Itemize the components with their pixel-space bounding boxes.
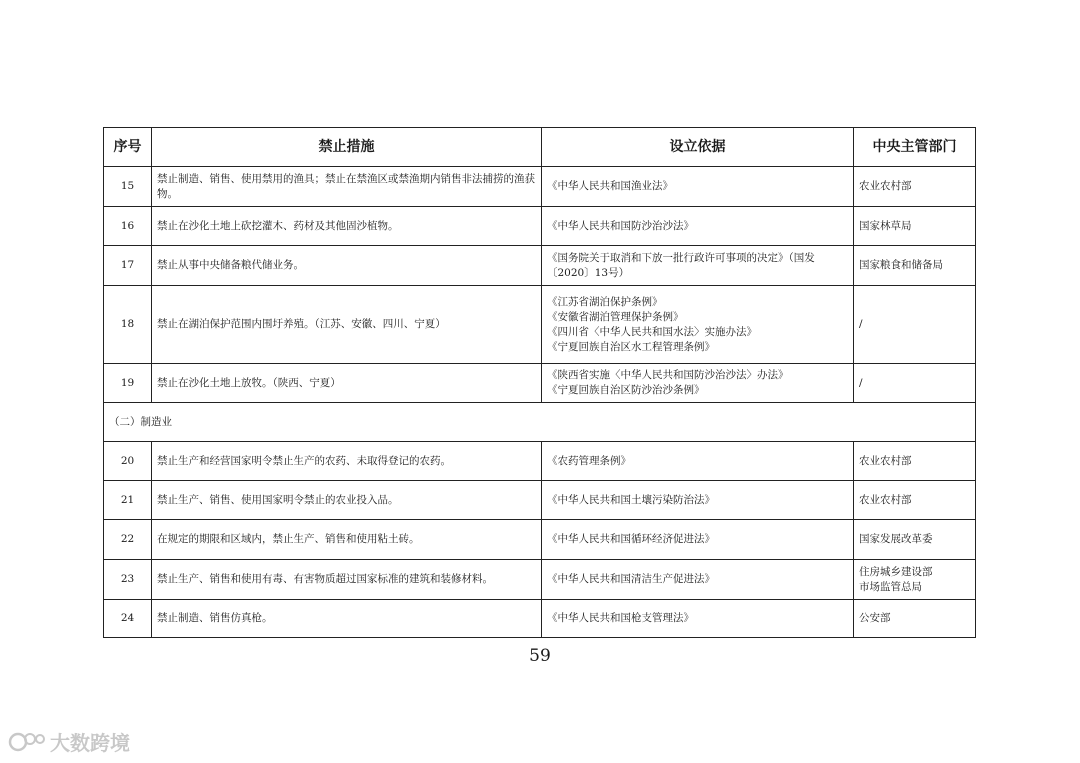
- basis-line: 《宁夏回族自治区水工程管理条例》: [547, 340, 715, 353]
- row-department: [854, 286, 976, 364]
- department-line: 市场监管总局: [859, 580, 922, 593]
- row-department: [854, 246, 976, 286]
- row-basis: [542, 167, 854, 207]
- department-line: 国家发展改革委: [859, 533, 933, 545]
- department-line: 公安部: [859, 612, 891, 624]
- department-line: 农业农村部: [859, 180, 912, 192]
- row-index: 21: [104, 481, 152, 520]
- basis-line: 《陕西省实施〈中华人民共和国防沙治沙法〉办法》: [547, 369, 789, 381]
- row-measure: 禁止制造、销售仿真枪。: [152, 600, 542, 638]
- table-row: [104, 286, 976, 364]
- table-row: [104, 167, 976, 207]
- row-basis: [542, 442, 854, 481]
- basis-line: 《农药管理条例》: [547, 454, 631, 467]
- department-line: 国家粮食和储备局: [859, 259, 943, 271]
- header-basis: 设立依据: [542, 128, 854, 167]
- row-measure: 禁止生产、销售、使用国家明令禁止的农业投入品。: [152, 481, 542, 520]
- row-basis: [542, 246, 854, 286]
- row-measure: 禁止在沙化土地上放牧。（陕西、宁夏）: [152, 364, 542, 403]
- section-row: [104, 403, 976, 442]
- watermark: [8, 727, 130, 756]
- row-measure: 禁止制造、销售、使用禁用的渔具；禁止在禁渔区或禁渔期内销售非法捕捞的渔获物。: [152, 167, 542, 207]
- table-row: [104, 246, 976, 286]
- basis-line: 《中华人民共和国渔业法》: [547, 180, 673, 192]
- basis-line: 《中华人民共和国枪支管理法》: [547, 612, 694, 624]
- table-row: [104, 520, 976, 560]
- department-line: /: [859, 318, 863, 330]
- department-line: 农业农村部: [859, 493, 912, 506]
- row-basis: [542, 560, 854, 600]
- basis-line: 《四川省〈中华人民共和国水法〉实施办法》: [547, 325, 757, 338]
- row-measure: 禁止在湖泊保护范围内围圩养殖。（江苏、安徽、四川、宁夏）: [152, 286, 542, 364]
- basis-line: 《中华人民共和国清洁生产促进法》: [547, 573, 715, 585]
- basis-line: 《国务院关于取消和下放一批行政许可事项的决定》（国发〔2020〕13号）: [547, 251, 815, 279]
- row-department: [854, 442, 976, 481]
- basis-line: 《江苏省湖泊保护条例》: [547, 295, 663, 308]
- table-body-section-1: [104, 167, 976, 403]
- row-basis: [542, 286, 854, 364]
- watermark-logo-icon: [8, 730, 46, 754]
- row-index: 15: [104, 167, 152, 207]
- department-line: 住房城乡建设部: [859, 565, 933, 578]
- table-row: [104, 364, 976, 403]
- table-header-row: [104, 128, 976, 167]
- row-basis: [542, 600, 854, 638]
- row-index: 20: [104, 442, 152, 481]
- department-line: 国家林草局: [859, 219, 912, 232]
- row-basis: [542, 364, 854, 403]
- table-row: [104, 481, 976, 520]
- row-measure: 在规定的期限和区域内，禁止生产、销售和使用粘土砖。: [152, 520, 542, 560]
- table-row: [104, 560, 976, 600]
- basis-line: 《中华人民共和国土壤污染防治法》: [547, 493, 715, 506]
- row-index: 18: [104, 286, 152, 364]
- page-number: 59: [529, 646, 551, 666]
- basis-line: 《中华人民共和国循环经济促进法》: [547, 533, 715, 545]
- table-row: [104, 207, 976, 246]
- row-department: [854, 600, 976, 638]
- row-measure: 禁止生产、销售和使用有毒、有害物质超过国家标准的建筑和装修材料。: [152, 560, 542, 600]
- row-index: 23: [104, 560, 152, 600]
- row-department: [854, 364, 976, 403]
- row-basis: [542, 520, 854, 560]
- row-index: 19: [104, 364, 152, 403]
- table-row: [104, 442, 976, 481]
- table-row: [104, 600, 976, 638]
- row-department: [854, 481, 976, 520]
- basis-line: 《安徽省湖泊管理保护条例》: [547, 310, 684, 323]
- section-title: （二）制造业: [104, 403, 976, 442]
- row-department: [854, 520, 976, 560]
- row-index: 24: [104, 600, 152, 638]
- basis-line: 《宁夏回族自治区防沙治沙条例》: [547, 384, 705, 396]
- row-basis: [542, 481, 854, 520]
- row-department: [854, 560, 976, 600]
- watermark-text: 大数跨境: [50, 731, 130, 755]
- table-body-section-2: [104, 442, 976, 638]
- regulation-table: [103, 127, 976, 638]
- row-measure: 禁止从事中央储备粮代储业务。: [152, 246, 542, 286]
- department-line: 农业农村部: [859, 454, 912, 467]
- row-index: 22: [104, 520, 152, 560]
- row-index: 17: [104, 246, 152, 286]
- header-index: 序号: [104, 128, 152, 167]
- row-department: [854, 167, 976, 207]
- header-department: 中央主管部门: [854, 128, 976, 167]
- row-measure: 禁止生产和经营国家明令禁止生产的农药、未取得登记的农药。: [152, 442, 542, 481]
- department-line: /: [859, 376, 863, 389]
- header-measure: 禁止措施: [152, 128, 542, 167]
- basis-line: 《中华人民共和国防沙治沙法》: [547, 219, 694, 232]
- row-measure: 禁止在沙化土地上砍挖灌木、药材及其他固沙植物。: [152, 207, 542, 246]
- row-department: [854, 207, 976, 246]
- row-basis: [542, 207, 854, 246]
- row-index: 16: [104, 207, 152, 246]
